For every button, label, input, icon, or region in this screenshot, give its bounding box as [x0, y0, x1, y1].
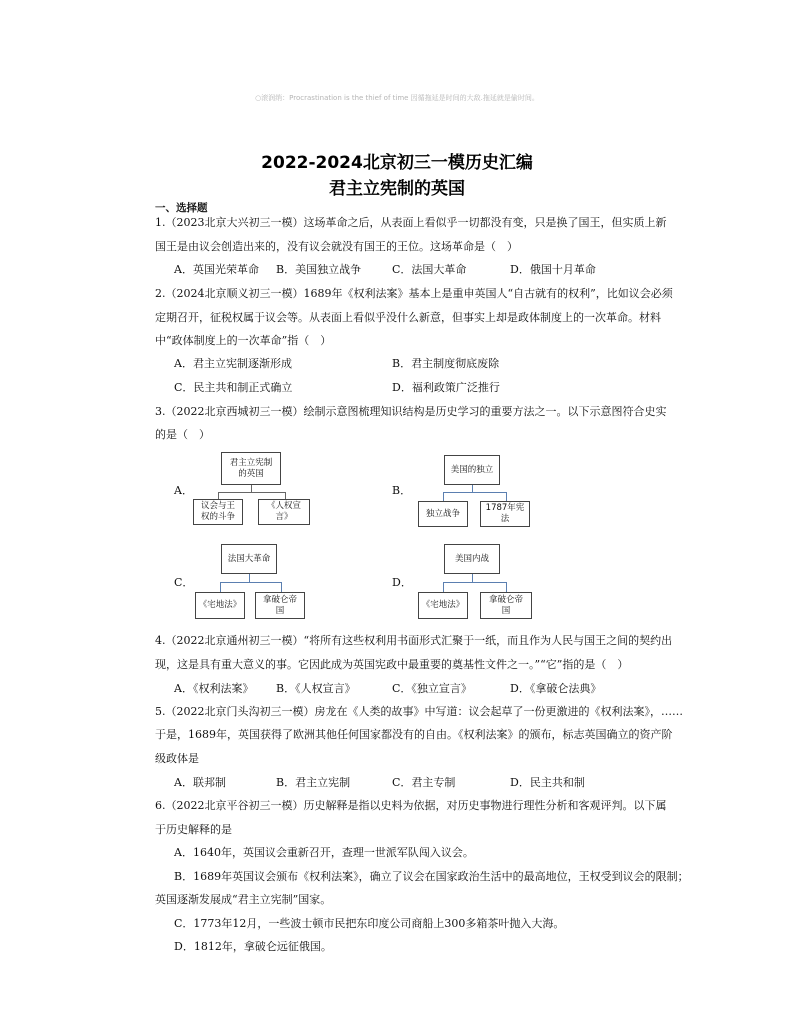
q1-stem-line1: 1.（2023北京大兴初三一模）这场革命之后，从表面上看似乎一切都没有变，只是换了国王，但实质上新: [155, 216, 667, 229]
q4-option-a[interactable]: A．《权利法案》: [174, 682, 254, 695]
q5-stem-line1: 5.（2022北京门头沟初三一模）房龙在《人类的故事》中写道：议会起草了一份更激进的《权利法案》，……: [155, 705, 683, 718]
diagram-a-right-box: 《人权宣言》: [258, 499, 310, 525]
watermark: ○滚润绡：Procrastination is the thief of time 因循拖延是时间的大敌.拖延就是偷时间。: [255, 94, 539, 102]
diagram-a-top-box: 君主立宪制的英国: [221, 452, 281, 485]
q6-option-b-line1[interactable]: B．1689年英国议会颁布《权利法案》，确立了议会在国家政治生活中的最高地位，王权受到议会的限制；: [174, 870, 689, 883]
diagram-a-label: A．: [174, 484, 193, 497]
page-subtitle: 君主立宪制的英国: [329, 179, 465, 199]
q1-option-d[interactable]: D．俄国十月革命: [510, 263, 596, 276]
q2-stem-line1: 2.（2024北京顺义初三一模）1689年《权利法案》基本上是重申英国人“自古就有的权利”，比如议会必须: [155, 287, 673, 300]
q5-stem-line3: 级政体是: [155, 752, 199, 765]
diagram-d-connector-stem: [472, 574, 473, 582]
q4-option-c[interactable]: C．《独立宣言》: [392, 682, 472, 695]
q5-option-a[interactable]: A．联邦制: [174, 776, 226, 789]
q6-option-d[interactable]: D．1812年，拿破仑远征俄国。: [174, 940, 332, 953]
section-heading: 一、选择题: [155, 202, 208, 214]
q3-stem-line1: 3.（2022北京西城初三一模）绘制示意图梳理知识结构是历史学习的重要方法之一。以下示意图符合史实: [155, 405, 667, 418]
q4-option-d[interactable]: D．《拿破仑法典》: [510, 682, 602, 695]
diagram-b-label: B．: [392, 484, 412, 497]
diagram-c-right-box: 拿破仑帝国: [255, 592, 305, 619]
q2-option-b[interactable]: B．君主制度彻底废除: [392, 357, 500, 370]
diagram-a-left-box: 议会与王权的斗争: [193, 499, 243, 525]
q6-option-a[interactable]: A．1640年，英国议会重新召开，查理一世派军队闯入议会。: [174, 846, 474, 859]
q2-stem-line2: 定期召开，征税权属于议会等。从表面上看似乎没什么新意，但事实上却是政体制度上的一次革命。材料: [155, 311, 661, 324]
q1-option-b[interactable]: B．美国独立战争: [276, 263, 362, 276]
q5-option-c[interactable]: C．君主专制: [392, 776, 456, 789]
diagram-a-connector-stem: [251, 485, 252, 492]
q4-stem-line1: 4.（2022北京通州初三一模）“将所有这些权利用书面形式汇聚于一纸，而且作为人民与国王之间的契约出: [155, 634, 673, 647]
diagram-c-label: C．: [174, 576, 194, 589]
diagram-b-top-box: 美国的独立: [444, 455, 500, 485]
diagram-c-top-box: 法国大革命: [221, 544, 277, 574]
q2-option-c[interactable]: C．民主共和制正式确立: [174, 381, 293, 394]
q6-stem-line1: 6.（2022北京平谷初三一模）历史解释是指以史料为依据，对历史事物进行理性分析和客观评判。以下属: [155, 799, 667, 812]
diagram-b-connector-stem: [472, 485, 473, 492]
diagram-c-connector-stem: [249, 574, 250, 582]
q2-option-d[interactable]: D．福利政策广泛推行: [392, 381, 500, 394]
page-title: 2022-2024北京初三一模历史汇编: [261, 153, 533, 173]
diagram-d-label: D．: [392, 576, 412, 589]
diagram-d-top-box: 美国内战: [444, 544, 500, 574]
q5-stem-line2: 于是，1689年，英国获得了欧洲其他任何国家都没有的自由。《权利法案》的颁布，标志英国确立的资产阶: [155, 728, 673, 741]
q6-stem-line2: 于历史解释的是: [155, 823, 232, 836]
q1-option-c[interactable]: C．法国大革命: [392, 263, 467, 276]
q5-option-d[interactable]: D．民主共和制: [510, 776, 585, 789]
q4-stem-line2: 现，这是具有重大意义的事。它因此成为英国宪政中最重要的奠基性文件之一。”“它”指的是（ ）: [155, 658, 629, 671]
q6-option-b-line2: 英国逐渐发展成“君主立宪制”国家。: [155, 893, 332, 906]
diagram-b-left-box: 独立战争: [418, 501, 468, 527]
q2-option-a[interactable]: A．君主立宪制逐渐形成: [174, 357, 292, 370]
diagram-b-right-box: 1787年宪法: [480, 501, 530, 527]
q1-stem-line2: 国王是由议会创造出来的，没有议会就没有国王的王位。这场革命是（ ）: [155, 240, 518, 253]
diagram-d-left-box: 《宅地法》: [418, 592, 468, 619]
diagram-c-left-box: 《宅地法》: [195, 592, 245, 619]
q3-stem-line2: 的是（ ）: [155, 428, 210, 441]
diagram-d-right-box: 拿破仑帝国: [480, 592, 532, 619]
q1-option-a[interactable]: A．英国光荣革命: [174, 263, 259, 276]
q6-option-c[interactable]: C．1773年12月，一些波士顿市民把东印度公司商船上300多箱茶叶抛入大海。: [174, 917, 565, 930]
q2-stem-line3: 中“政体制度上的一次革命”指（ ）: [155, 334, 332, 347]
q4-option-b[interactable]: B．《人权宣言》: [276, 682, 356, 695]
q5-option-b[interactable]: B．君主立宪制: [276, 776, 351, 789]
